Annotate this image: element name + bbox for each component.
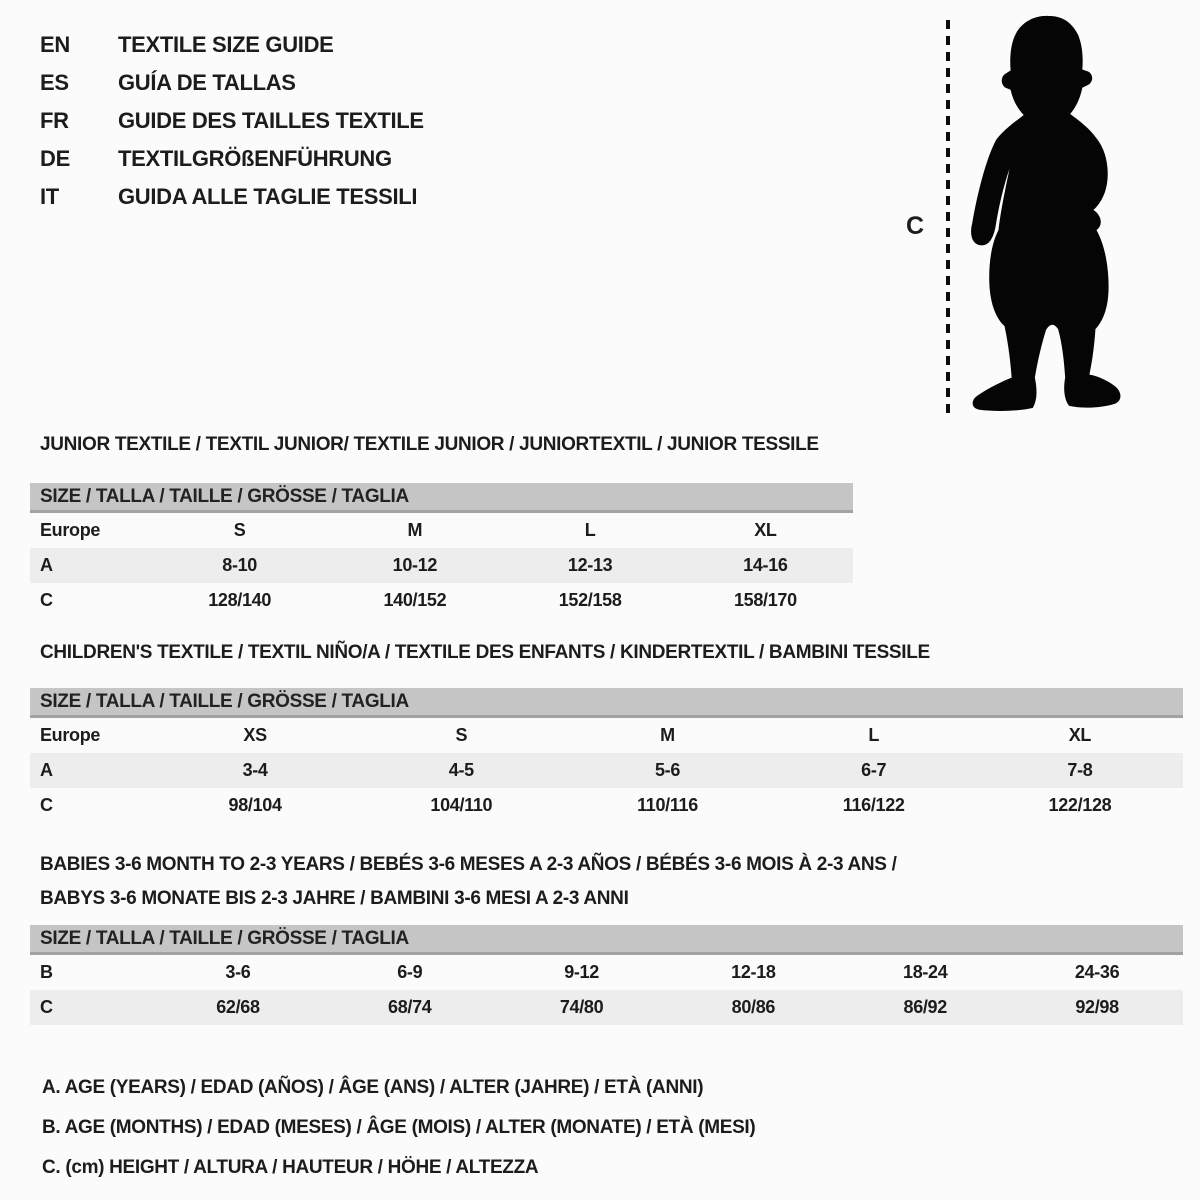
language-title-list [40, 26, 424, 216]
table-cell: 140/152 [383, 590, 447, 610]
table-cell: 104/110 [430, 795, 493, 815]
babies-heading-line1: BABIES 3-6 MONTH TO 2-3 YEARS / BEBÉS 3-6 MESES A 2-3 AÑOS / BÉBÉS 3-6 MOIS À 2-3 ANS / [40, 854, 897, 875]
table-cell: 86/92 [903, 997, 947, 1017]
table-cell: 5-6 [654, 760, 681, 780]
column-header: L [584, 520, 596, 540]
junior-row-age [30, 548, 853, 583]
guide-title-it: GUIDA ALLE TAGLIE TESSILI [118, 184, 418, 209]
legend-line-a: A. AGE (YEARS) / EDAD (AÑOS) / ÂGE (ANS) / ALTER (JAHRE) / ETÀ (ANNI) [42, 1077, 704, 1098]
table-cell: 4-5 [448, 760, 474, 780]
babies-section-heading [40, 848, 897, 916]
language-code: IT [40, 184, 59, 209]
table-cell: 6-7 [861, 760, 887, 780]
height-measure-label: C [906, 212, 924, 240]
babies-size-bar: SIZE / TALLA / TAILLE / GRÖSSE / TAGLIA [30, 925, 1183, 955]
table-cell: 98/104 [228, 795, 282, 815]
table-cell: 12-13 [567, 555, 613, 575]
junior-header-row [30, 513, 853, 548]
table-cell: 116/122 [842, 795, 905, 815]
table-cell: 8-10 [222, 555, 257, 575]
table-cell: 3-6 [225, 962, 251, 982]
babies-row-height [30, 990, 1183, 1025]
table-cell: 24-36 [1074, 962, 1120, 982]
table-cell: 62/68 [216, 997, 260, 1017]
language-row-it [40, 178, 424, 216]
table-cell: 158/170 [733, 590, 797, 610]
table-cell: 80/86 [731, 997, 776, 1017]
language-row-es [40, 64, 424, 102]
column-header: Europe [40, 725, 101, 745]
table-cell: 10-12 [392, 555, 438, 575]
table-cell: 122/128 [1048, 795, 1112, 815]
column-header: XL [754, 520, 777, 540]
guide-title-en: TEXTILE SIZE GUIDE [118, 32, 334, 57]
junior-section-heading: JUNIOR TEXTILE / TEXTIL JUNIOR/ TEXTILE JUNIOR / JUNIORTEXTIL / JUNIOR TESSILE [40, 434, 819, 455]
babies-row-months [30, 955, 1183, 990]
language-code: EN [40, 32, 70, 57]
row-label: C [40, 997, 53, 1017]
table-cell: 9-12 [564, 962, 599, 982]
junior-row-height [30, 583, 853, 618]
language-row-en [40, 26, 424, 64]
guide-title-es: GUÍA DE TALLAS [118, 70, 296, 95]
row-label: C [40, 795, 53, 815]
column-header: S [455, 725, 468, 745]
guide-title-fr: GUIDE DES TAILLES TEXTILE [118, 108, 424, 133]
children-row-age [30, 753, 1183, 788]
height-dashed-line [946, 20, 950, 418]
language-row-fr [40, 102, 424, 140]
children-section-heading: CHILDREN'S TEXTILE / TEXTIL NIÑO/A / TEXTILE DES ENFANTS / KINDERTEXTIL / BAMBINI TESSILE [40, 642, 930, 663]
table-cell: 92/98 [1075, 997, 1119, 1017]
table-cell: 128/140 [208, 590, 272, 610]
children-header-row [30, 718, 1183, 753]
table-cell: 18-24 [903, 962, 948, 982]
column-header: XS [243, 725, 267, 745]
table-cell: 6-9 [397, 962, 423, 982]
children-size-bar: SIZE / TALLA / TAILLE / GRÖSSE / TAGLIA [30, 688, 1183, 718]
children-row-height [30, 788, 1183, 823]
children-size-table [30, 688, 1183, 823]
table-cell: 7-8 [1067, 760, 1093, 780]
toddler-silhouette-icon [962, 14, 1138, 418]
column-header: S [233, 520, 246, 540]
language-code: DE [40, 146, 70, 171]
column-header: M [660, 725, 675, 745]
junior-size-table [30, 483, 853, 618]
language-code: ES [40, 70, 69, 95]
language-row-de [40, 140, 424, 178]
language-code: FR [40, 108, 69, 133]
table-cell: 110/116 [637, 795, 698, 815]
babies-size-table [30, 925, 1183, 1025]
legend-line-b: B. AGE (MONTHS) / EDAD (MESES) / ÂGE (MOIS) / ALTER (MONATE) / ETÀ (MESI) [42, 1117, 756, 1138]
column-header: M [407, 520, 423, 540]
row-label: C [40, 590, 53, 610]
table-cell: 152/158 [558, 590, 622, 610]
junior-size-bar: SIZE / TALLA / TAILLE / GRÖSSE / TAGLIA [30, 483, 853, 513]
guide-title-de: TEXTILGRÖßENFÜHRUNG [118, 146, 392, 171]
column-header: Europe [40, 520, 101, 540]
row-label: B [40, 962, 53, 982]
table-cell: 14-16 [743, 555, 788, 575]
measurement-legend [42, 1068, 755, 1188]
table-cell: 3-4 [242, 760, 268, 780]
column-header: L [868, 725, 880, 745]
column-header: XL [1068, 725, 1092, 745]
row-label: A [40, 555, 53, 575]
legend-line-c: C. (cm) HEIGHT / ALTURA / HAUTEUR / HÖHE / ALTEZZA [42, 1157, 539, 1178]
row-label: A [40, 760, 53, 780]
table-cell: 74/80 [559, 997, 604, 1017]
babies-heading-line2: BABYS 3-6 MONATE BIS 2-3 JAHRE / BAMBINI 3-6 MESI A 2-3 ANNI [40, 888, 629, 909]
table-cell: 68/74 [388, 997, 432, 1017]
table-cell: 12-18 [731, 962, 776, 982]
